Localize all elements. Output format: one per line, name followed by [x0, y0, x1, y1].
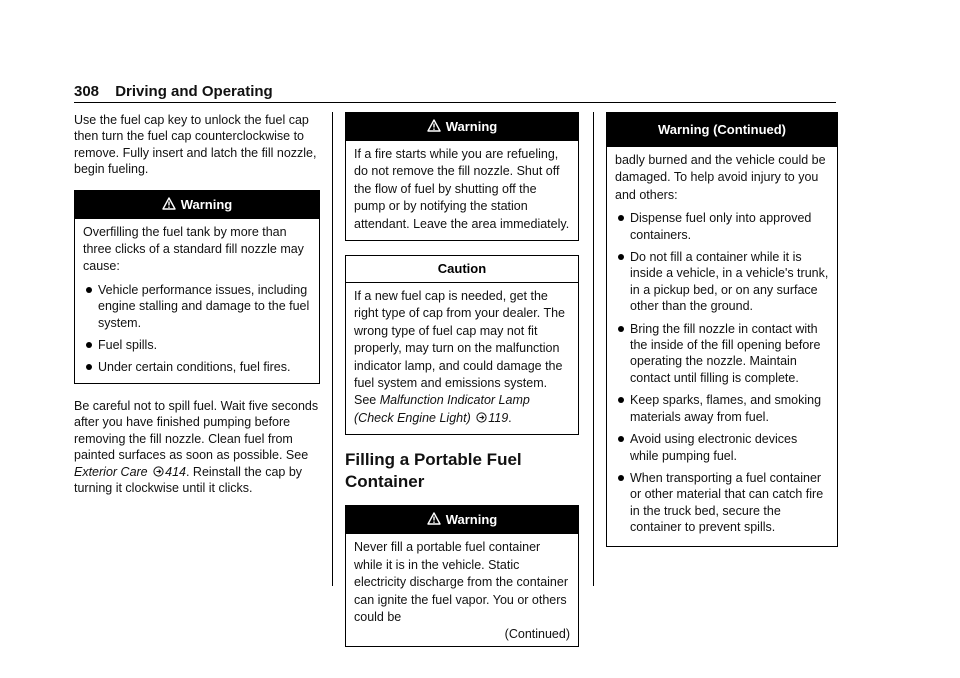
warning-title: Warning: [445, 512, 498, 528]
page-number: 308: [74, 83, 100, 100]
list-item: Dispense fuel only into approved containers.: [615, 210, 829, 243]
warning-header: [346, 113, 578, 141]
warning-box-portable-container: [345, 505, 579, 646]
list-item: Bring the fill nozzle in contact with the inside of the fill opening before operating the nozzle. Maintain contact until filling is complete.: [615, 321, 829, 387]
warning-box-continued: [606, 112, 838, 547]
list-item: Do not fill a container while it is inside a vehicle, in a vehicle's trunk, in a pickup bed, or on any surface other than the ground.: [615, 249, 829, 315]
section-heading: Filling a Portable Fuel Container: [345, 450, 522, 492]
page-reference-arrow-icon: [476, 412, 487, 423]
column-2: [345, 112, 579, 661]
mil-link[interactable]: Malfunction Indicator Lamp (Check Engine Light): [354, 393, 530, 425]
column-1: [74, 112, 320, 508]
warning-body: [346, 534, 578, 645]
warning-list: [83, 282, 311, 376]
caution-body-text: If a new fuel cap is needed, get the right type of cap from your dealer. The wrong type of fuel cap may not fit properly, may turn on the malfunction indicator lamp, and could damage the fuel system and emissions system. See: [354, 289, 565, 408]
caution-box-fuel-cap: [345, 255, 579, 435]
caution-end: .: [508, 410, 512, 425]
intro-paragraph: Use the fuel cap key to unlock the fuel cap then turn the fuel cap counterclockwise to remove. Fully insert and latch the fill nozzle, begin fueling.: [74, 113, 317, 177]
page-ref-number[interactable]: 414: [165, 464, 186, 479]
list-item: When transporting a fuel container or other material that can catch fire in the truck bed, secure the container to prevent spills.: [615, 470, 829, 536]
warning-title: Warning: [445, 119, 498, 134]
warning-box-overfill: [74, 190, 320, 384]
warning-text: badly burned and the vehicle could be damaged. To help avoid injury to you and others:: [615, 153, 826, 202]
warning-header: Warning (Continued): [607, 113, 837, 147]
warning-triangle-icon: [162, 197, 176, 210]
warning-text: If a fire starts while you are refueling, do not remove the fill nozzle. Shut off the flow of fuel by shutting off the pump or by notifying the station attendant. Leave the area immediately.: [354, 147, 570, 231]
list-item: Under certain conditions, fuel fires.: [83, 359, 311, 375]
column-divider: [332, 112, 333, 586]
page-reference-arrow-icon: [153, 466, 164, 477]
warning-triangle-icon: [427, 119, 441, 132]
warning-triangle-icon: [427, 512, 441, 525]
caution-text: [354, 288, 570, 427]
list-item: Keep sparks, flames, and smoking materials away from fuel.: [615, 392, 829, 425]
exterior-care-link[interactable]: Exterior Care: [74, 464, 148, 479]
spill-paragraph: [74, 398, 320, 496]
warning-list: [615, 210, 829, 535]
list-item: Vehicle performance issues, including engine stalling and damage to the fuel system.: [83, 282, 311, 331]
warning-header: [346, 506, 578, 534]
warning-text: Never fill a portable fuel container while it is in the vehicle. Static electricity discharge from the container can ignite the fuel vapor. You or others could be: [354, 540, 568, 624]
caution-body: [346, 282, 578, 434]
warning-title: Warning: [180, 196, 233, 212]
warning-header: [75, 191, 319, 219]
list-item: Fuel spills.: [83, 337, 311, 353]
list-item: Avoid using electronic devices while pumping fuel.: [615, 431, 829, 464]
warning-body: [607, 147, 837, 546]
warning-box-fire: [345, 112, 579, 241]
column-divider: [593, 112, 594, 586]
warning-text: Overfilling the fuel tank by more than three clicks of a standard fill nozzle may cause:: [83, 224, 304, 274]
page-header: [74, 82, 836, 103]
section-title: Driving and Operating: [115, 83, 273, 100]
caution-header: Caution: [346, 256, 578, 282]
page-ref-number[interactable]: 119: [488, 410, 509, 425]
warning-body: [346, 141, 578, 240]
spill-text-end: . Reinstall the cap by turning it clockwise until it clicks.: [74, 464, 303, 495]
warning-body: [75, 219, 319, 383]
continued-label: (Continued): [504, 627, 570, 642]
spill-text: Be careful not to spill fuel. Wait five seconds after you have finished pumping before removing the fill nozzle. Clean fuel from painted surfaces as soon as possible. See: [74, 398, 319, 463]
column-3: [606, 112, 838, 561]
